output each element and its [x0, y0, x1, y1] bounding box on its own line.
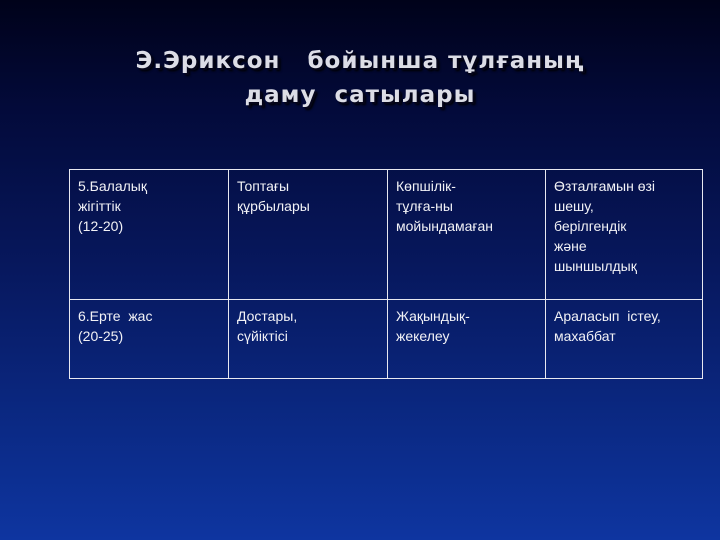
- cell-line: Жақындық-: [396, 308, 470, 324]
- title-line-2: даму сатылары: [244, 82, 476, 108]
- relations-cell: [229, 300, 388, 379]
- cell-line: берілгендік: [554, 218, 627, 234]
- title-line-1: Э.Эриксон бойынша тұлғаның: [135, 48, 585, 74]
- cell-line: шыншылдық: [554, 258, 637, 274]
- cell-line: 6.Ерте жас: [78, 308, 153, 324]
- stage-cell: [70, 300, 229, 379]
- cell-line: тұлға-ны: [396, 198, 453, 214]
- cell-line: Өзталғамын өзі: [554, 178, 656, 194]
- cell-line: жекелеу: [396, 328, 450, 344]
- cell-line: жігіттік: [78, 198, 121, 214]
- development-stages-table: [69, 169, 703, 379]
- cell-line: Достары,: [237, 308, 298, 324]
- cell-line: мойындамаған: [396, 218, 494, 234]
- stage-cell: [70, 170, 229, 300]
- cell-line: Көпшілік-: [396, 178, 456, 194]
- slide-title: [0, 44, 720, 112]
- cell-line: 5.Балалық: [78, 178, 147, 194]
- cell-line: шешу,: [554, 198, 594, 214]
- cell-line: Араласып істеу,: [554, 308, 661, 324]
- crisis-cell: [388, 170, 546, 300]
- outcome-cell: [546, 300, 703, 379]
- cell-line: сүйіктісі: [237, 328, 288, 344]
- outcome-cell: [546, 170, 703, 300]
- cell-line: құрбылары: [237, 198, 310, 214]
- crisis-cell: [388, 300, 546, 379]
- cell-line: махаббат: [554, 328, 616, 344]
- table-row: [70, 300, 703, 379]
- cell-line: және: [554, 238, 587, 254]
- table-row: [70, 170, 703, 300]
- cell-line: (12-20): [78, 218, 124, 234]
- relations-cell: [229, 170, 388, 300]
- cell-line: (20-25): [78, 328, 124, 344]
- cell-line: Топтағы: [237, 178, 290, 194]
